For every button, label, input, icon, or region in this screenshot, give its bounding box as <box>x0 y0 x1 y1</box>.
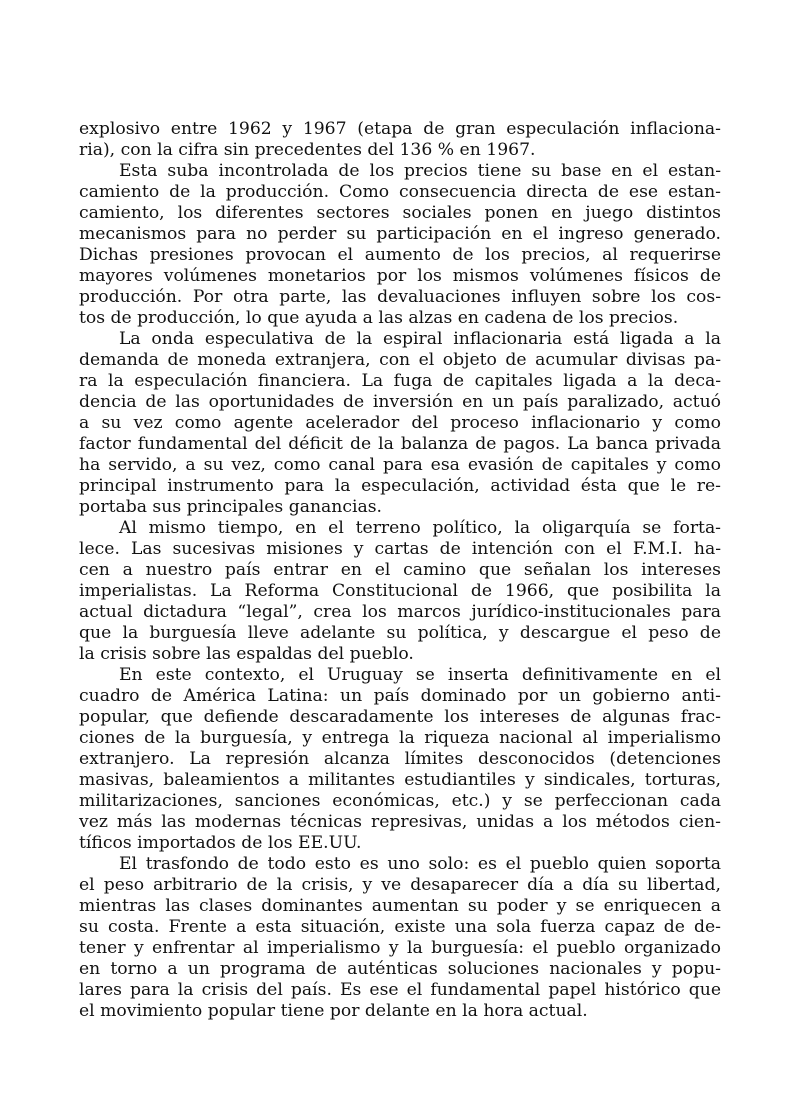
paragraph-2 <box>79 161 721 329</box>
text-line: en torno a un programa de auténticas soluciones nacionales y popu- <box>79 959 721 979</box>
text-line: la crisis sobre las espaldas del pueblo. <box>79 644 414 664</box>
text-line: Al mismo tiempo, en el terreno político, la oligarquía se forta- <box>119 518 721 538</box>
text-line: camiento, los diferentes sectores sociales ponen en juego distintos <box>79 203 721 223</box>
text-line: tíficos importados de los EE.UU. <box>79 833 362 853</box>
text-line: ria), con la cifra sin precedentes del 136 % en 1967. <box>79 140 536 160</box>
text-line: ha servido, a su vez, como canal para esa evasión de capitales y como <box>79 455 721 475</box>
text-line: portaba sus principales ganancias. <box>79 497 383 517</box>
text-line: el peso arbitrario de la crisis, y ve desaparecer día a día su libertad, <box>79 875 721 895</box>
text-line: mayores volúmenes monetarios por los mismos volúmenes físicos de <box>79 266 721 286</box>
text-line: su costa. Frente a esta situación, existe una sola fuerza capaz de de- <box>79 917 721 937</box>
text-line: camiento de la producción. Como consecuencia directa de ese estan- <box>79 182 721 202</box>
paragraph-5 <box>79 665 721 854</box>
text-line: demanda de moneda extranjera, con el objeto de acumular divisas pa- <box>79 350 721 370</box>
text-line: militarizaciones, sanciones económicas, etc.) y se perfeccionan cada <box>79 791 721 811</box>
text-line: ra la especulación financiera. La fuga de capitales ligada a la deca- <box>79 371 721 391</box>
text-line: vez más las modernas técnicas represivas, unidas a los métodos cien- <box>79 812 721 832</box>
text-line: cuadro de América Latina: un país dominado por un gobierno anti- <box>79 686 721 706</box>
text-line: imperialistas. La Reforma Constitucional de 1966, que posibilita la <box>79 581 721 601</box>
text-line: mientras las clases dominantes aumentan su poder y se enriquecen a <box>79 896 721 916</box>
text-line: producción. Por otra parte, las devaluaciones influyen sobre los cos- <box>79 287 721 307</box>
text-line: explosivo entre 1962 y 1967 (etapa de gran especulación inflaciona- <box>79 119 721 139</box>
text-line: masivas, baleamientos a militantes estudiantiles y sindicales, torturas, <box>79 770 721 790</box>
text-line: Dichas presiones provocan el aumento de los precios, al requerirse <box>79 245 721 265</box>
text-line: El trasfondo de todo esto es uno solo: es el pueblo quien soporta <box>119 854 721 874</box>
text-line: popular, que defiende descaradamente los intereses de algunas frac- <box>79 707 721 727</box>
text-line: lece. Las sucesivas misiones y cartas de intención con el F.M.I. ha- <box>79 539 721 559</box>
text-line: a su vez como agente acelerador del proceso inflacionario y como <box>79 413 721 433</box>
text-line: lares para la crisis del país. Es ese el fundamental papel histórico que <box>79 980 721 1000</box>
text-line: dencia de las oportunidades de inversión en un país paralizado, actuó <box>79 392 721 412</box>
text-line: La onda especulativa de la espiral inflacionaria está ligada a la <box>119 329 721 349</box>
text-line: que la burguesía lleve adelante su política, y descargue el peso de <box>79 623 721 643</box>
paragraph-3 <box>79 329 721 518</box>
text-line: extranjero. La represión alcanza límites desconocidos (detenciones <box>79 749 721 769</box>
text-line: En este contexto, el Uruguay se inserta definitivamente en el <box>119 665 721 685</box>
text-line: tos de producción, lo que ayuda a las alzas en cadena de los precios. <box>79 308 679 328</box>
text-line: ciones de la burguesía, y entrega la riqueza nacional al imperialismo <box>79 728 721 748</box>
document-page <box>79 119 721 1022</box>
paragraph-4 <box>79 518 721 665</box>
text-line: tener y enfrentar al imperialismo y la burguesía: el pueblo organizado <box>79 938 721 958</box>
text-line: Esta suba incontrolada de los precios tiene su base en el estan- <box>119 161 721 181</box>
paragraph-1 <box>79 119 721 161</box>
paragraph-6 <box>79 854 721 1022</box>
text-line: mecanismos para no perder su participación en el ingreso generado. <box>79 224 721 244</box>
text-line: el movimiento popular tiene por delante en la hora actual. <box>79 1001 588 1021</box>
text-line: factor fundamental del déficit de la balanza de pagos. La banca privada <box>79 434 721 454</box>
text-line: actual dictadura “legal”, crea los marcos jurídico-institucionales para <box>79 602 721 622</box>
text-line: cen a nuestro país entrar en el camino que señalan los intereses <box>79 560 721 580</box>
text-line: principal instrumento para la especulación, actividad ésta que le re- <box>79 476 721 496</box>
